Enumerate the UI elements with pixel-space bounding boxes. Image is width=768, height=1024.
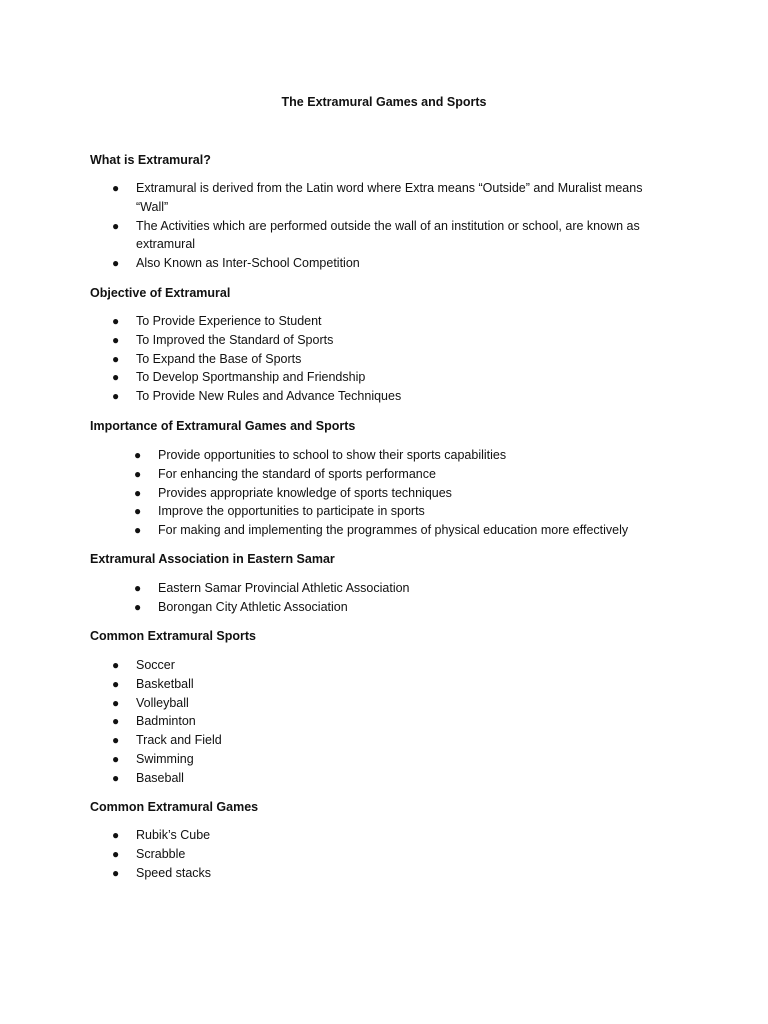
bullet-icon: ● (112, 181, 120, 195)
list-item (112, 387, 676, 406)
bullet-icon: ● (134, 523, 142, 538)
list-item-text: For enhancing the standard of sports performance (158, 466, 436, 481)
list-item-text: To Provide New Rules and Advance Techniques (136, 389, 402, 404)
list-item (112, 254, 676, 273)
section-list-association (134, 579, 678, 617)
list-item-text: Soccer (136, 658, 175, 672)
bullet-icon: ● (134, 581, 142, 595)
bullet-icon: ● (112, 256, 120, 271)
bullet-icon: ● (112, 332, 120, 347)
section-heading-importance: Importance of Extramural Games and Sports (90, 419, 356, 433)
bullet-icon: ● (112, 846, 120, 861)
section-list-what-is-extramural (112, 179, 676, 273)
list-item-text: To Provide Experience to Student (136, 314, 322, 328)
section-heading-what-is-extramural: What is Extramural? (90, 153, 211, 167)
list-item-text: Volleyball (136, 695, 189, 710)
bullet-icon: ● (112, 751, 120, 766)
list-item (112, 312, 676, 331)
list-item-text: Basketball (136, 676, 194, 691)
list-item-text: Also Known as Inter-School Competition (136, 256, 360, 271)
list-item (112, 350, 676, 369)
bullet-icon: ● (112, 676, 120, 691)
bullet-icon: ● (112, 370, 120, 385)
bullet-icon: ● (112, 714, 120, 729)
section-list-objective (112, 312, 676, 406)
list-item (134, 598, 678, 617)
list-item (112, 826, 676, 845)
section-heading-common-sports: Common Extramural Sports (90, 629, 257, 643)
list-item-text: Scrabble (136, 846, 186, 861)
bullet-icon: ● (134, 599, 142, 614)
list-item (134, 484, 678, 503)
list-item (134, 465, 678, 484)
section-heading-common-games: Common Extramural Games (90, 800, 259, 814)
bullet-icon: ● (134, 485, 142, 500)
list-item-text: Baseball (136, 770, 184, 785)
list-item-text: To Develop Sportmanship and Friendship (136, 370, 366, 385)
list-item-text: Provides appropriate knowledge of sports techniques (158, 485, 452, 500)
list-item-text: Improve the opportunities to participate in sports (158, 504, 425, 519)
list-item-text: Speed stacks (136, 865, 212, 880)
list-item (134, 502, 678, 521)
list-item-text: Extramural is derived from the Latin word where Extra means “Outside” and Muralist means “Wall” (136, 181, 643, 214)
list-item (112, 864, 676, 883)
bullet-icon: ● (112, 865, 120, 880)
list-item-text: Swimming (136, 751, 194, 766)
list-item-text: Borongan City Athletic Association (158, 599, 348, 614)
list-item (112, 368, 676, 387)
bullet-icon: ● (112, 828, 120, 842)
list-item (112, 731, 676, 750)
section-list-common-sports (112, 656, 676, 788)
list-item-text: Track and Field (136, 733, 222, 748)
section-heading-objective: Objective of Extramural (90, 286, 231, 300)
list-item (112, 217, 676, 255)
bullet-icon: ● (112, 733, 120, 748)
section-list-common-games (112, 826, 676, 882)
list-item-text: Rubik’s Cube (136, 828, 211, 842)
list-item (112, 769, 676, 788)
section-list-importance (134, 446, 678, 540)
bullet-icon: ● (112, 695, 120, 710)
list-item-text: The Activities which are performed outside the wall of an institution or school, are known as extramural (136, 218, 640, 252)
list-item-text: Badminton (136, 714, 196, 729)
bullet-icon: ● (134, 466, 142, 481)
section-heading-association: Extramural Association in Eastern Samar (90, 552, 335, 566)
bullet-icon: ● (112, 218, 120, 233)
document-title: The Extramural Games and Sports (281, 95, 487, 109)
bullet-icon: ● (134, 448, 142, 462)
list-item-text: Eastern Samar Provincial Athletic Association (158, 581, 410, 595)
list-item (112, 845, 676, 864)
list-item (112, 694, 676, 713)
list-item (134, 446, 678, 465)
list-item (134, 579, 678, 598)
list-item (112, 675, 676, 694)
list-item-text: Provide opportunities to school to show their sports capabilities (158, 448, 507, 462)
list-item-text: To Expand the Base of Sports (136, 351, 302, 366)
list-item (112, 656, 676, 675)
bullet-icon: ● (112, 389, 120, 404)
list-item (112, 331, 676, 350)
bullet-icon: ● (112, 351, 120, 366)
list-item (112, 712, 676, 731)
list-item (112, 750, 676, 769)
list-item (134, 521, 678, 540)
bullet-icon: ● (134, 504, 142, 519)
bullet-icon: ● (112, 658, 120, 672)
list-item (112, 179, 676, 217)
list-item-text: For making and implementing the programmes of physical education more effectively (158, 523, 629, 538)
bullet-icon: ● (112, 314, 120, 328)
list-item-text: To Improved the Standard of Sports (136, 332, 334, 347)
bullet-icon: ● (112, 770, 120, 785)
